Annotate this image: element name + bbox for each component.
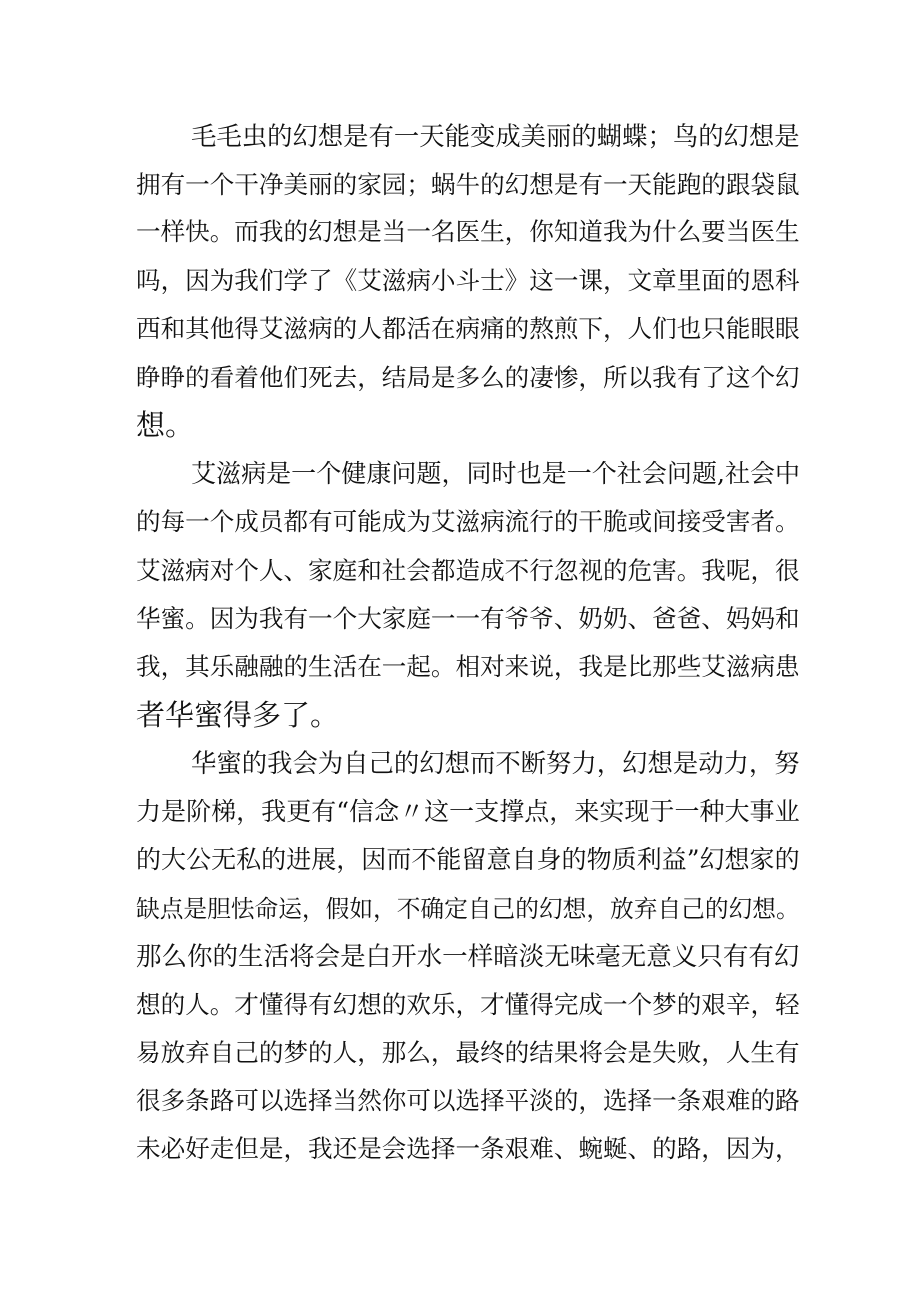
text-line: 艾滋病对个人、家庭和社会都造成不行忽视的危害。我呢，很	[136, 556, 800, 585]
text-line: 一样快。而我的幻想是当一名医生，你知道我为什么要当医生	[136, 217, 800, 246]
text-line: 华蜜的我会为自己的幻想而不断努力，幻想是动力，努	[191, 748, 800, 778]
text-line: 华蜜。因为我有一个大家庭一一有爷爷、奶奶、爸爸、妈妈和	[136, 604, 800, 633]
text-line: 艾滋病是一个健康问题，同时也是一个社会问题,社会中	[191, 459, 801, 488]
text-line: 吗，因为我们学了《艾滋病小斗士》这一课，文章里面的恩科	[136, 266, 800, 295]
text-line: 的大公无私的进展，因而不能留意自身的物质利益”幻想家的	[136, 845, 800, 874]
text-line: 力是阶梯，我更有“信念〃这一支撑点，来实现于一种大事业	[136, 797, 800, 826]
text-line: 的每一个成员都有可能成为艾滋病流行的干脆或间接受害者。	[136, 507, 800, 536]
text-line: 易放弃自己的梦的人，那么，最终的结果将会是失败，人生有	[136, 1038, 800, 1067]
text-line: 很多条路可以选择当然你可以选择平淡的，选择一条艰难的路	[136, 1086, 800, 1115]
text-line: 想的人。才懂得有幻想的欢乐，才懂得完成一个梦的艰辛，轻	[136, 990, 800, 1019]
text-line: 未必好走但是，我还是会选择一条艰难、蜿蜒、的路，因为，	[136, 1134, 800, 1163]
text-line: 想。	[136, 408, 195, 442]
text-line: 那么你的生活将会是白开水一样暗淡无味毫无意义只有有幻	[136, 942, 800, 972]
text-line: 西和其他得艾滋病的人都活在病痛的熬煎下，人们也只能眼眼	[136, 314, 800, 343]
text-line: 拥有一个干净美丽的家园；蜗牛的幻想是有一天能跑的跟袋鼠	[136, 170, 800, 199]
text-line: 者华蜜得多了。	[136, 698, 340, 732]
text-line: 睁睁的看着他们死去，结局是多么的凄惨，所以我有了这个幻	[136, 363, 800, 392]
text-line: 我，其乐融融的生活在一起。相对来说，我是比那些艾滋病患	[136, 652, 800, 681]
text-line: 缺点是胆怯命运，假如，不确定自己的幻想，放弃自己的幻想。	[136, 895, 800, 923]
text-line: 毛毛虫的幻想是有一天能变成美丽的蝴蝶；鸟的幻想是	[191, 121, 800, 151]
